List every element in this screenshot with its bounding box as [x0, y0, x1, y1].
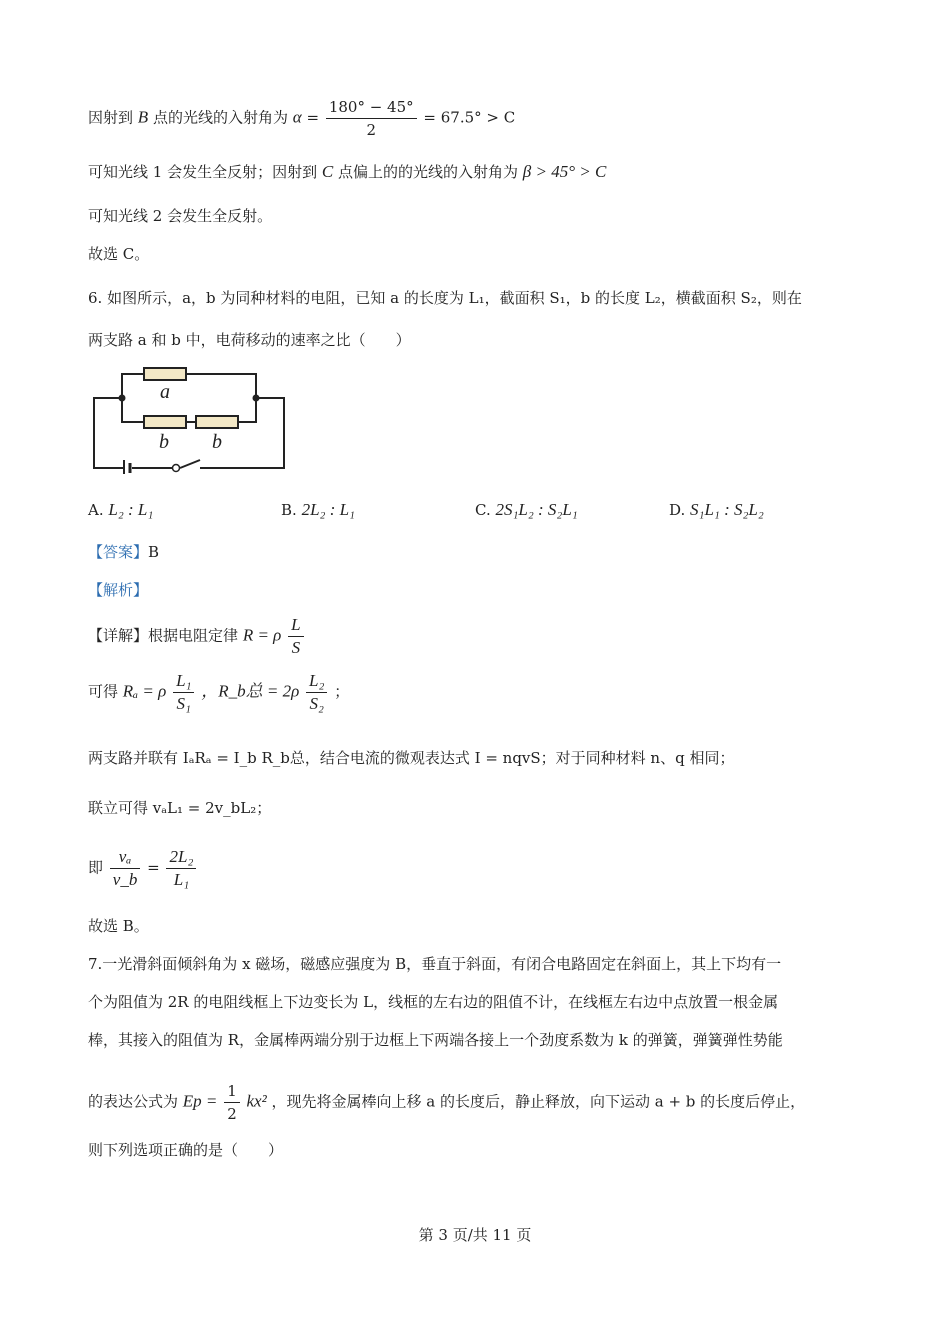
step4-line	[88, 846, 198, 891]
option-expr: S₁L₁ : S₂L₂	[690, 500, 764, 519]
formula: ，R_b总 = 2ρ	[201, 681, 300, 701]
text: 可知光线 1 会发生全反射；因射到	[88, 163, 318, 181]
numerator: 2L₂	[166, 846, 196, 869]
denominator: v_b	[112, 870, 138, 889]
option-expr: 2L₂ : L₁	[301, 500, 355, 519]
fraction	[110, 846, 141, 891]
result: = 67.5° > C	[423, 108, 516, 127]
label-b1: b	[159, 431, 169, 453]
q7-stem-1: 7.一光滑斜面倾斜角为 x 磁场，磁感应强度为 B，垂直于斜面，有闭合电路固定在斜面上，其上下均有一	[88, 955, 782, 973]
text: 因射到	[88, 108, 134, 127]
text: ；	[334, 682, 350, 701]
text: 即	[88, 858, 104, 877]
line-incident-angle-b: 因射到 B 点的光线的入射角为 α = $\frac{180^\circ - 45^\circ}{2}$ = 67.5° > C	[88, 98, 516, 139]
denominator: L₁	[173, 870, 190, 889]
numerator: vₐ	[110, 846, 141, 869]
numerator: 180° − 45°	[326, 96, 417, 119]
numerator: L₂	[306, 670, 327, 693]
step3-line: 联立可得 vₐL₁ = 2v_bL₂；	[88, 799, 272, 817]
fraction	[166, 846, 196, 891]
equals: =	[147, 858, 160, 877]
circuit-diagram	[88, 362, 292, 474]
label-a: a	[160, 381, 170, 403]
line-choose-c: 故选 C。	[88, 245, 150, 263]
formula-lhs: R = ρ	[242, 625, 282, 645]
numerator: L₁	[173, 670, 194, 693]
q7-stem-2: 个为阻值为 2R 的电阻线框上下边变长为 L，线框的左右边的阻值不计，在线框左右边中点放置一根金属	[88, 993, 779, 1011]
detail-line	[88, 614, 306, 659]
option-a	[88, 498, 153, 522]
analysis-tag: 【解析】	[88, 581, 149, 599]
option-label: D.	[669, 501, 686, 519]
denominator: 2	[366, 121, 376, 139]
option-label: B.	[281, 501, 297, 519]
text: 点偏上的的光线的入射角为	[338, 163, 519, 181]
formula: kx²	[246, 1091, 267, 1111]
fraction	[288, 614, 303, 659]
q6-stem-2: 两支路 a 和 b 中，电荷移动的速率之比（ ）	[88, 331, 411, 349]
denominator: S₁	[176, 694, 191, 713]
denominator: S	[291, 638, 301, 657]
answer-value: B	[148, 543, 160, 561]
fraction	[173, 670, 194, 715]
symbol-b: B	[137, 107, 149, 127]
fraction	[326, 96, 417, 141]
step2-line: 两支路并联有 IₐRₐ = I_b R_b总，结合电流的微观表达式 I = nqvS；对于同种材料 n、q 相同；	[88, 749, 735, 767]
option-d	[669, 498, 764, 522]
label-b2: b	[212, 431, 222, 453]
denominator: S₂	[309, 694, 324, 713]
denominator: 2	[227, 1105, 237, 1123]
option-b	[281, 498, 355, 522]
q7-stem-4	[88, 1080, 805, 1125]
text: 根据电阻定律	[148, 626, 239, 645]
resistor-a	[144, 368, 186, 380]
option-label: C.	[475, 501, 491, 519]
answer-line	[88, 540, 159, 564]
q7-stem-3: 棒，其接入的阻值为 R，金属棒两端分别于边框上下两端各接上一个劲度系数为 k 的弹簧，弹簧弹性势能	[88, 1031, 783, 1049]
text: 可得	[88, 682, 119, 701]
option-expr: L₂ : L₁	[108, 500, 154, 519]
numerator: 1	[224, 1080, 240, 1103]
formula: Ep =	[182, 1091, 218, 1111]
conclusion-line: 故选 B。	[88, 917, 149, 935]
option-label: A.	[88, 501, 104, 519]
option-expr: 2S₁L₂ : S₂L₁	[495, 500, 578, 519]
answer-tag: 【答案】	[88, 543, 149, 561]
q7-stem-5: 则下列选项正确的是（ ）	[88, 1141, 284, 1159]
fraction	[224, 1080, 240, 1125]
analysis-line	[88, 578, 148, 602]
resistor-b2	[196, 416, 238, 428]
line-total-reflection-2: 可知光线 2 会发生全反射。	[88, 207, 273, 225]
detail-tag: 【详解】	[88, 626, 149, 645]
symbol-alpha: α	[292, 107, 302, 127]
resistor-b1	[144, 416, 186, 428]
expression: β > 45° > C	[522, 162, 607, 181]
q6-stem-1: 6. 如图所示，a，b 为同种材料的电阻，已知 a 的长度为 L₁，截面积 S₁，b 的长度 L₂，横截面积 S₂，则在	[88, 289, 802, 307]
text: 点的光线的入射角为	[152, 108, 288, 127]
option-c	[475, 498, 578, 522]
fraction	[306, 670, 327, 715]
page-footer: 第 3 页/共 11 页	[418, 1226, 532, 1244]
line-total-reflection-1	[88, 160, 606, 184]
symbol-c: C	[321, 162, 334, 181]
text: 的表达公式为	[88, 1092, 179, 1111]
text: ，现先将金属棒向上移 a 的长度后，静止释放，向下运动 a + b 的长度后停止，	[271, 1092, 806, 1111]
formula: Rₐ = ρ	[122, 681, 167, 701]
step1-line	[88, 670, 349, 715]
numerator: L	[288, 614, 303, 637]
